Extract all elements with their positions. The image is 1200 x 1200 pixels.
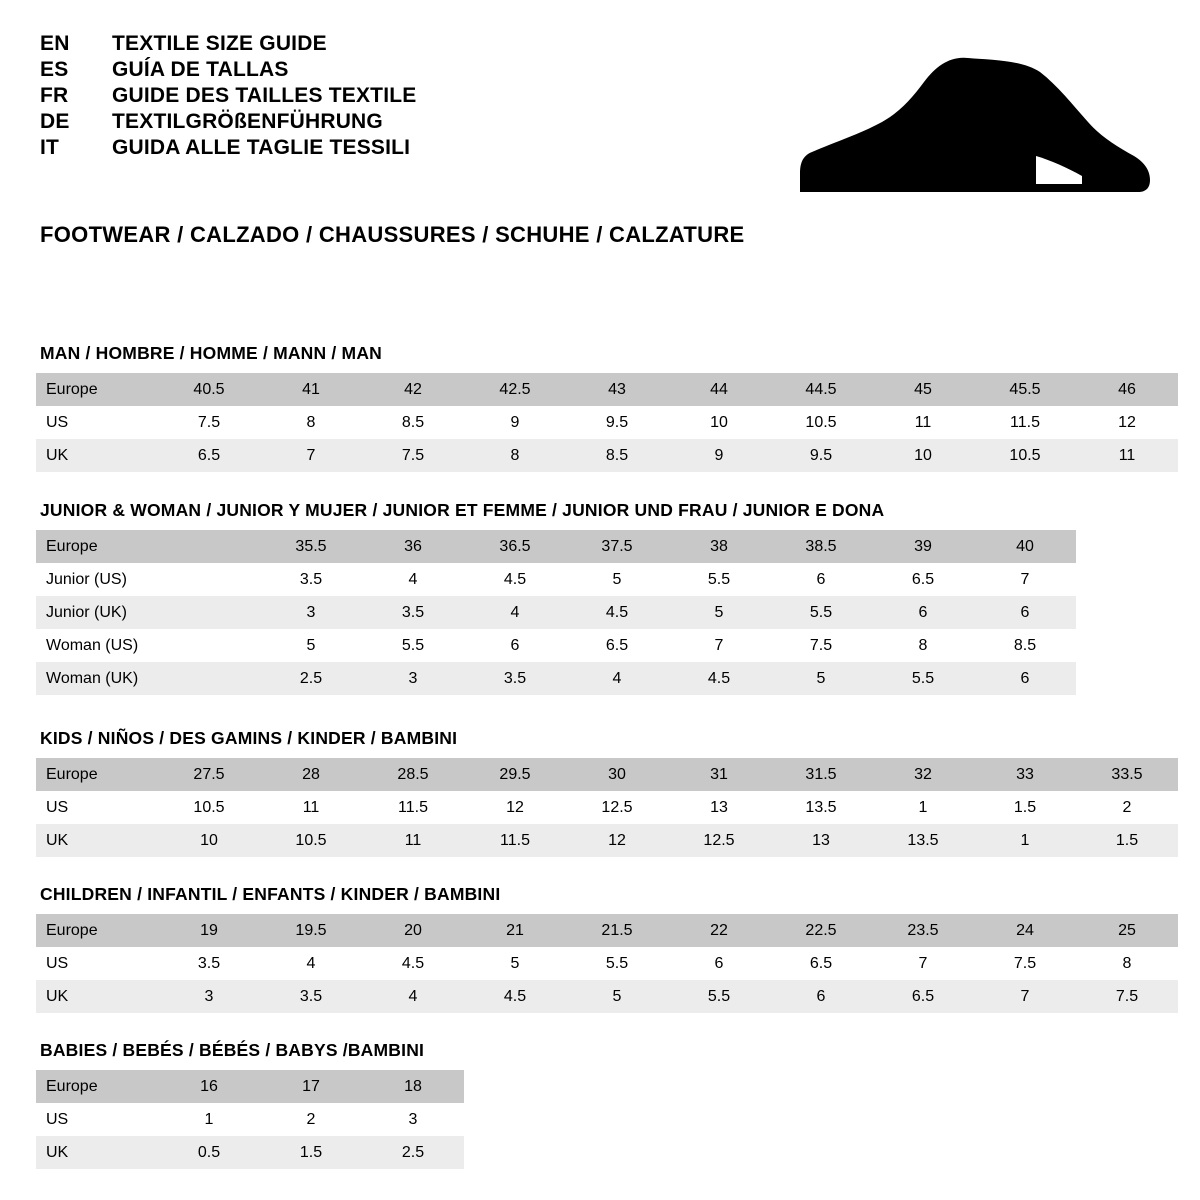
size-cell: 6.5 [158,439,260,472]
size-cell: 40 [974,530,1076,563]
section-title: MAN / HOMBRE / HOMME / MANN / MAN [40,343,382,363]
size-cell: 17 [260,1070,362,1103]
size-cell: 7.5 [158,406,260,439]
size-cell: 8.5 [362,406,464,439]
size-cell: 22 [668,914,770,947]
size-cell: 31.5 [770,758,872,791]
size-cell: 7 [974,563,1076,596]
row-label: Woman (US) [36,629,158,662]
row-label: UK [36,1136,158,1169]
size-cell: 6 [872,596,974,629]
size-cell: 31 [668,758,770,791]
table-row [36,824,1178,857]
size-cell: 44 [668,373,770,406]
size-cell: 40.5 [158,373,260,406]
size-cell: 13 [770,824,872,857]
section-title: KIDS / NIÑOS / DES GAMINS / KINDER / BAMBINI [40,728,458,748]
row-label: UK [36,980,158,1013]
size-cell: 12 [566,824,668,857]
size-cell: 5 [770,662,872,695]
size-cell: 3.5 [260,980,362,1013]
size-cell: 19 [158,914,260,947]
size-cell: 33 [974,758,1076,791]
size-cell: 46 [1076,373,1178,406]
size-cell: 28 [260,758,362,791]
section-babies [36,1040,1164,1169]
size-cell: 4 [260,947,362,980]
row-label: US [36,406,158,439]
size-cell: 1.5 [260,1136,362,1169]
size-cell: 23.5 [872,914,974,947]
size-cell: 7 [974,980,1076,1013]
size-cell: 4.5 [464,980,566,1013]
size-cell: 7.5 [1076,980,1178,1013]
row-label: US [36,1103,158,1136]
section-junior-woman [36,500,1164,695]
size-cell: 11 [260,791,362,824]
size-cell: 1 [872,791,974,824]
language-row [40,110,800,134]
size-cell: 5.5 [668,980,770,1013]
row-label: Woman (UK) [36,662,158,695]
language-code: ES [40,58,69,81]
size-cell: 8 [872,629,974,662]
size-cell: 3.5 [158,947,260,980]
row-label: Europe [36,373,158,406]
section-kids [36,728,1164,857]
size-cell: 36.5 [464,530,566,563]
table-row [36,980,1178,1013]
size-cell: 12 [464,791,566,824]
size-cell: 3 [362,662,464,695]
size-cell: 8.5 [974,629,1076,662]
size-cell: 11.5 [362,791,464,824]
section-man [36,343,1164,472]
size-cell: 7.5 [362,439,464,472]
table-row [36,1136,464,1169]
size-cell: 2.5 [362,1136,464,1169]
size-cell: 11.5 [974,406,1076,439]
row-label: Europe [36,530,158,563]
language-title: TEXTILGRÖßENFÜHRUNG [112,110,383,133]
size-cell: 33.5 [1076,758,1178,791]
language-row [40,32,800,56]
size-cell: 20 [362,914,464,947]
size-cell: 16 [158,1070,260,1103]
size-cell: 6 [668,947,770,980]
size-cell: 39 [872,530,974,563]
size-cell: 18 [362,1070,464,1103]
size-table [36,530,1076,695]
size-cell: 22.5 [770,914,872,947]
section-title: CHILDREN / INFANTIL / ENFANTS / KINDER / BAMBINI [40,884,501,904]
size-cell: 10 [158,824,260,857]
row-label: Europe [36,1070,158,1103]
size-cell: 3.5 [260,563,362,596]
header [40,32,800,162]
section-title: JUNIOR & WOMAN / JUNIOR Y MUJER / JUNIOR ET FEMME / JUNIOR UND FRAU / JUNIOR E DONA [40,500,885,520]
size-cell: 32 [872,758,974,791]
language-title: GUÍA DE TALLAS [112,58,289,81]
size-cell: 3 [158,980,260,1013]
row-label: Europe [36,914,158,947]
row-label: Junior (US) [36,563,158,596]
size-cell: 37.5 [566,530,668,563]
table-row [36,758,1178,791]
size-cell: 19.5 [260,914,362,947]
size-cell: 9 [464,406,566,439]
size-cell: 13.5 [872,824,974,857]
size-cell: 4.5 [362,947,464,980]
size-cell: 11 [872,406,974,439]
size-cell [158,629,260,662]
size-table [36,373,1178,472]
size-cell: 3 [260,596,362,629]
size-cell: 12.5 [566,791,668,824]
size-cell: 1 [158,1103,260,1136]
size-cell: 21.5 [566,914,668,947]
size-cell: 6.5 [566,629,668,662]
size-cell: 25 [1076,914,1178,947]
size-table [36,914,1178,1013]
table-row [36,406,1178,439]
size-cell: 6.5 [872,563,974,596]
size-cell: 3.5 [464,662,566,695]
size-cell: 8 [464,439,566,472]
size-cell: 6 [974,662,1076,695]
size-cell: 38.5 [770,530,872,563]
size-table [36,758,1178,857]
size-table [36,1070,464,1169]
size-cell: 7 [872,947,974,980]
size-cell: 4 [464,596,566,629]
size-cell: 45 [872,373,974,406]
language-row [40,84,800,108]
size-cell: 44.5 [770,373,872,406]
size-cell: 13.5 [770,791,872,824]
size-cell: 1.5 [974,791,1076,824]
size-cell: 6 [770,563,872,596]
table-row [36,596,1076,629]
size-cell: 41 [260,373,362,406]
language-row [40,136,800,160]
size-cell: 4.5 [668,662,770,695]
table-row [36,947,1178,980]
size-cell: 21 [464,914,566,947]
size-cell: 5 [260,629,362,662]
size-cell [158,596,260,629]
size-cell: 4 [362,980,464,1013]
table-row [36,530,1076,563]
size-cell: 5 [566,980,668,1013]
size-cell: 4 [566,662,668,695]
size-cell: 5.5 [668,563,770,596]
size-cell: 8 [260,406,362,439]
language-code: FR [40,84,69,107]
size-cell: 10.5 [974,439,1076,472]
row-label: UK [36,439,158,472]
size-cell: 6.5 [872,980,974,1013]
size-cell: 7.5 [770,629,872,662]
size-cell [158,563,260,596]
table-row [36,373,1178,406]
table-row [36,914,1178,947]
language-code: DE [40,110,70,133]
size-cell: 10 [872,439,974,472]
table-row [36,1103,464,1136]
language-code: IT [40,136,60,159]
table-row [36,629,1076,662]
size-cell: 1.5 [1076,824,1178,857]
size-cell: 7 [260,439,362,472]
size-cell: 42 [362,373,464,406]
size-cell: 5 [668,596,770,629]
size-cell: 4.5 [566,596,668,629]
size-cell: 7.5 [974,947,1076,980]
size-cell: 11.5 [464,824,566,857]
size-cell: 42.5 [464,373,566,406]
size-cell: 29.5 [464,758,566,791]
size-cell: 3.5 [362,596,464,629]
size-cell: 6 [464,629,566,662]
size-cell: 24 [974,914,1076,947]
size-cell: 36 [362,530,464,563]
size-cell: 9.5 [566,406,668,439]
size-cell: 3 [362,1103,464,1136]
size-cell: 10 [668,406,770,439]
size-cell: 45.5 [974,373,1076,406]
size-cell: 5.5 [362,629,464,662]
size-cell: 10.5 [260,824,362,857]
size-cell: 11 [362,824,464,857]
size-cell: 6.5 [770,947,872,980]
size-cell: 4.5 [464,563,566,596]
size-cell: 10.5 [770,406,872,439]
size-cell: 43 [566,373,668,406]
language-title: TEXTILE SIZE GUIDE [112,32,327,55]
size-cell: 5.5 [770,596,872,629]
size-cell: 38 [668,530,770,563]
table-row [36,791,1178,824]
size-cell: 27.5 [158,758,260,791]
row-label: UK [36,824,158,857]
language-title: GUIDE DES TAILLES TEXTILE [112,84,417,107]
size-cell: 28.5 [362,758,464,791]
size-cell: 5.5 [566,947,668,980]
size-cell [158,662,260,695]
size-cell: 30 [566,758,668,791]
size-cell: 6 [974,596,1076,629]
size-cell: 8 [1076,947,1178,980]
size-cell: 9 [668,439,770,472]
size-cell: 2.5 [260,662,362,695]
size-cell: 11 [1076,439,1178,472]
row-label: US [36,947,158,980]
size-cell: 5 [566,563,668,596]
language-title: GUIDA ALLE TAGLIE TESSILI [112,136,411,159]
size-cell: 1 [974,824,1076,857]
size-cell: 6 [770,980,872,1013]
table-row [36,563,1076,596]
size-cell: 7 [668,629,770,662]
language-row [40,58,800,82]
row-label: Europe [36,758,158,791]
row-label: Junior (UK) [36,596,158,629]
language-code: EN [40,32,70,55]
size-cell: 10.5 [158,791,260,824]
table-row [36,439,1178,472]
row-label: US [36,791,158,824]
size-cell: 12.5 [668,824,770,857]
dress-shoe-icon [800,52,1150,202]
size-cell: 0.5 [158,1136,260,1169]
size-cell: 2 [1076,791,1178,824]
size-cell: 9.5 [770,439,872,472]
section-children [36,884,1164,1013]
size-cell: 12 [1076,406,1178,439]
table-row [36,662,1076,695]
size-cell: 2 [260,1103,362,1136]
size-cell: 4 [362,563,464,596]
size-cell [158,530,260,563]
size-cell: 8.5 [566,439,668,472]
size-cell: 13 [668,791,770,824]
size-cell: 5 [464,947,566,980]
size-cell: 5.5 [872,662,974,695]
size-cell: 35.5 [260,530,362,563]
section-title: BABIES / BEBÉS / BÉBÉS / BABYS /BAMBINI [40,1040,425,1060]
table-row [36,1070,464,1103]
category-title: FOOTWEAR / CALZADO / CHAUSSURES / SCHUHE / CALZATURE [40,222,745,247]
